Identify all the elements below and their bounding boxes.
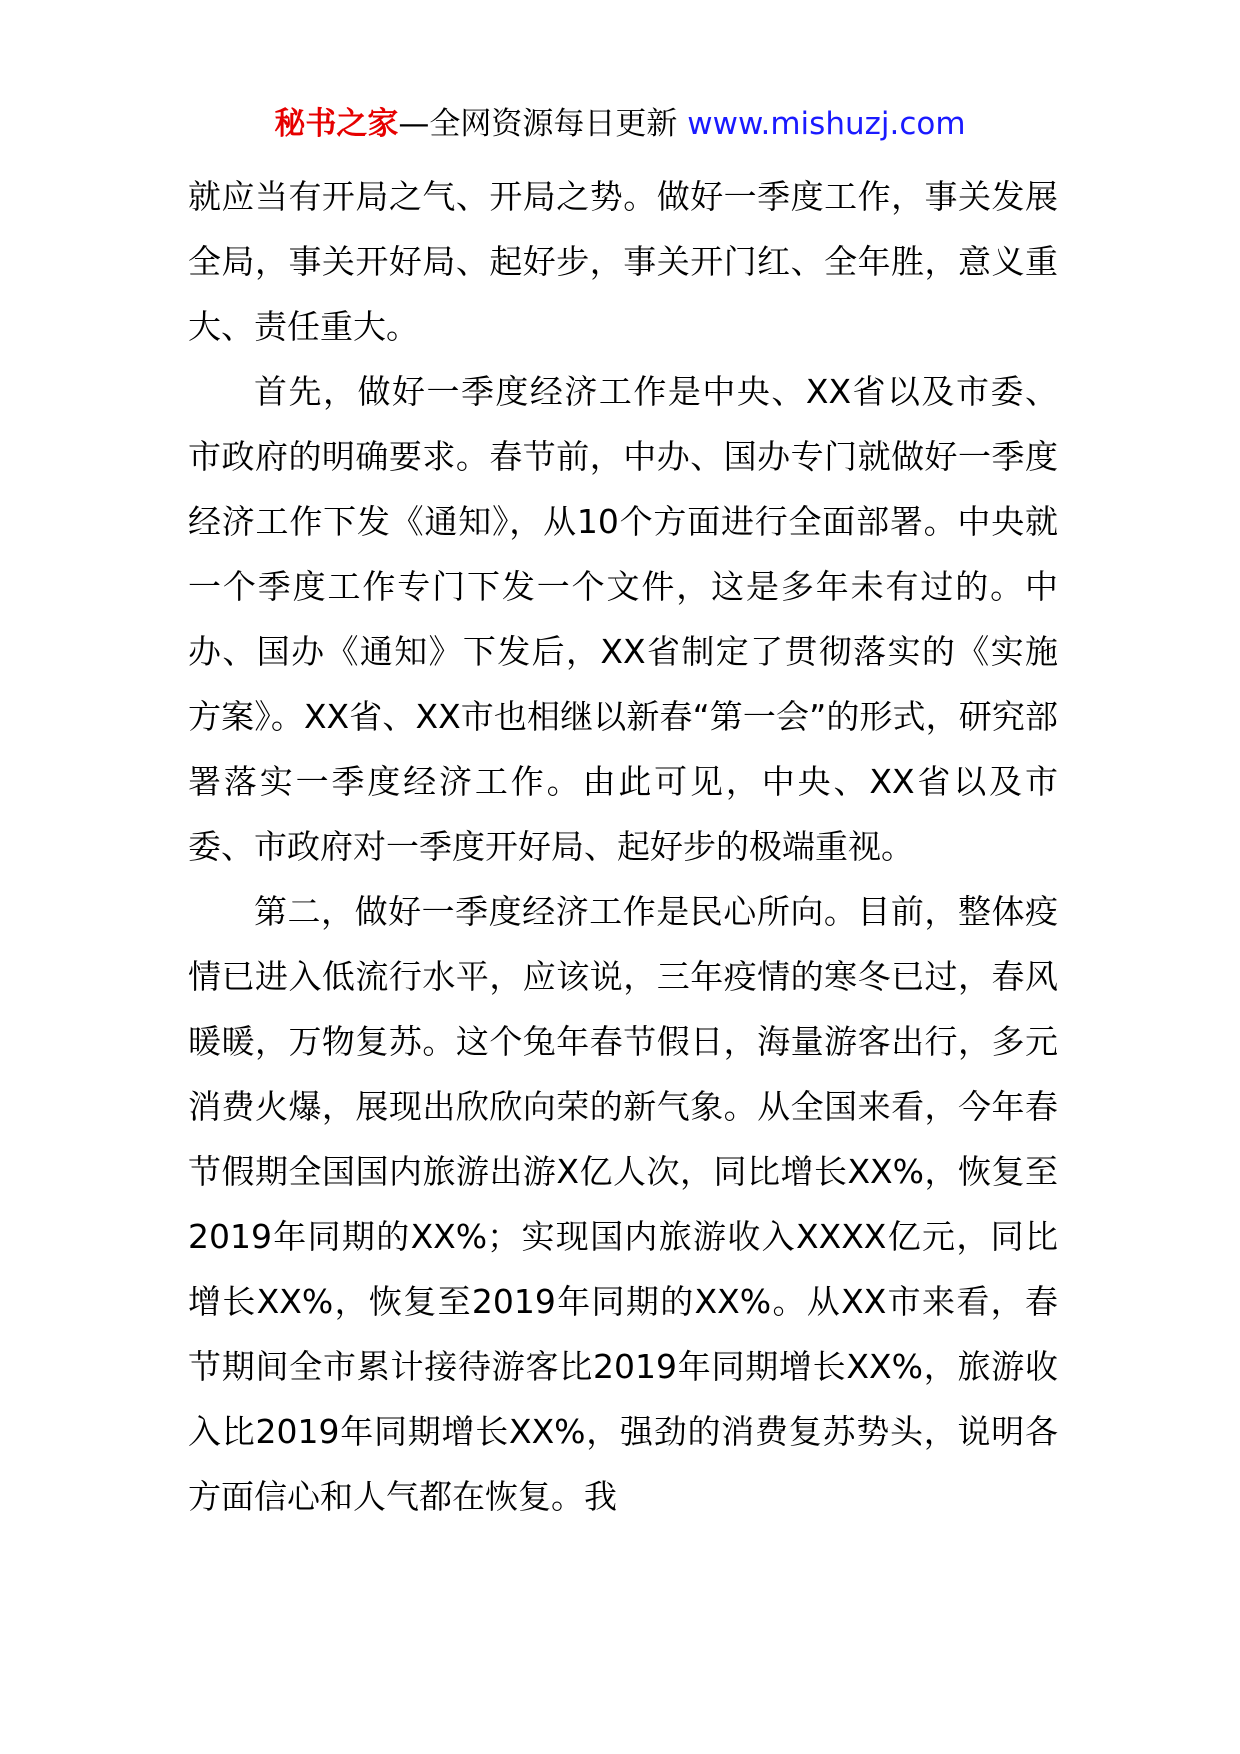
document-body	[188, 164, 1058, 1529]
page-header	[0, 100, 1240, 148]
paragraph-first-point: 首先，做好一季度经济工作是中央、XX省以及市委、市政府的明确要求。春节前，中办、国办专门就做好一季度经济工作下发《通知》，从10个方面进行全面部署。中央就一个季度工作专门下发一个文件，这是多年未有过的。中办、国办《通知》下发后，XX省制定了贯彻落实的《实施方案》。XX省、XX市也相继以新春“第一会”的形式，研究部署落实一季度经济工作。由此可见，中央、XX省以及市委、市政府对一季度开好局、起好步的极端重视。	[188, 372, 1058, 866]
site-brand: 秘书之家	[274, 106, 399, 142]
paragraph-second-point: 第二，做好一季度经济工作是民心所向。目前，整体疫情已进入低流行水平，应该说，三年疫情的寒冬已过，春风暖暖，万物复苏。这个兔年春节假日，海量游客出行，多元消费火爆，展现出欣欣向荣的新气象。从全国来看，今年春节假期全国国内旅游出游X亿人次，同比增长XX%，恢复至2019年同期的XX%；实现国内旅游收入XXXX亿元，同比增长XX%，恢复至2019年同期的XX%。从XX市来看，春节期间全市累计接待游客比2019年同期增长XX%，旅游收入比2019年同期增长XX%，强劲的消费复苏势头，说明各方面信心和人气都在恢复。我	[188, 892, 1058, 1516]
site-url-link[interactable]: www.mishuzj.com	[687, 106, 966, 142]
site-tagline: —全网资源每日更新	[398, 106, 688, 142]
paragraph-continuation: 就应当有开局之气、开局之势。做好一季度工作，事关发展全局，事关开好局、起好步，事关开门红、全年胜，意义重大、责任重大。	[188, 177, 1058, 346]
